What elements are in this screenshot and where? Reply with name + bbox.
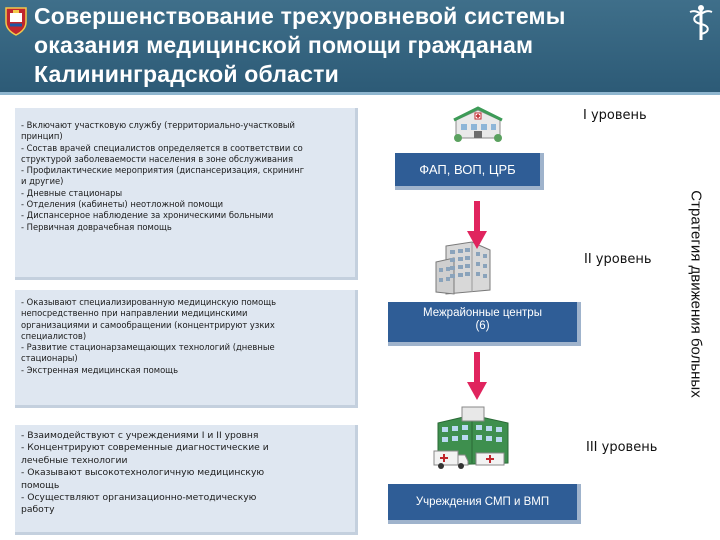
level-1-description	[15, 108, 358, 280]
level-1-line: принцип)	[21, 131, 63, 142]
arrow-down-icon	[467, 352, 487, 400]
level-2-line: - Оказывают специализированную медицинскую помощь	[21, 297, 277, 307]
arrow-down-icon	[467, 201, 487, 249]
level-1-line: и другие)	[21, 176, 64, 187]
level-1-line: - Дневные стационары	[21, 187, 123, 198]
title-line-1: Совершенствование трехуровневой системы	[34, 3, 566, 29]
level-1-line: - Диспансерное наблюдение за хроническими больными	[21, 210, 274, 221]
level-3-label: III уровень	[586, 440, 658, 455]
caduceus-emblem-icon	[686, 4, 716, 44]
level-2-box-line: (6)	[475, 320, 490, 332]
level-3-line: - Концентрируют современные диагностические и	[21, 442, 269, 454]
clinic-building-icon	[452, 100, 504, 144]
level-3-line: помощь	[21, 479, 60, 491]
level-2-line: непосредственно при направлении медицинскими	[21, 308, 248, 319]
level-2-label: II уровень	[584, 252, 652, 267]
page-title	[34, 2, 654, 89]
level-1-line: - Включают участковую службу (территориально-участковый	[21, 120, 295, 130]
level-1-line: структурой заболеваемости населения в зоне обслуживания	[21, 153, 293, 164]
header-divider	[0, 92, 720, 95]
level-1-line: - Состав врачей специалистов определяется в соответствии со	[21, 142, 303, 153]
level-2-line: организациями и самообращении (концентрируют узких	[21, 319, 275, 330]
side-label	[681, 178, 711, 410]
level-1-line: - Профилактические мероприятия (диспансеризация, скрининг	[21, 165, 305, 176]
level-2-line: стационары)	[21, 353, 78, 364]
level-3-line: работу	[21, 504, 55, 516]
level-2-line: - Развитие стационарзамещающих технологий (дневные	[21, 342, 275, 353]
level-2-box	[388, 302, 581, 346]
level-1-line: - Отделения (кабинеты) неотложной помощи	[21, 199, 224, 210]
level-3-box: Учреждения СМП и ВМП	[388, 484, 581, 524]
level-2-box-line: Межрайонные центры	[423, 307, 542, 319]
level-2-description	[15, 290, 358, 408]
level-2-line: - Экстренная медицинская помощь	[21, 364, 179, 375]
medical-center-ambulance-icon	[432, 405, 514, 473]
level-1-box: ФАП, ВОП, ЦРБ	[395, 153, 544, 190]
level-3-line: - Взаимодействуют с учреждениями I и II уровня	[21, 430, 259, 441]
side-label-text: Стратегия движения больных	[687, 190, 705, 398]
level-3-description	[15, 425, 358, 535]
level-1-label: I уровень	[583, 108, 647, 123]
level-2-line: специалистов)	[21, 330, 87, 341]
level-3-line: - Оказывают высокотехнологичную медицинскую	[21, 467, 265, 479]
level-3-line: лечебные технологии	[21, 454, 128, 466]
level-1-line: - Первичная доврачебная помощь	[21, 221, 172, 232]
level-3-line: - Осуществляют организационно-методическую	[21, 492, 257, 504]
title-line-3: Калининградской области	[34, 61, 339, 87]
coat-of-arms-icon	[4, 6, 28, 36]
title-line-2: оказания медицинской помощи гражданам	[34, 32, 534, 58]
